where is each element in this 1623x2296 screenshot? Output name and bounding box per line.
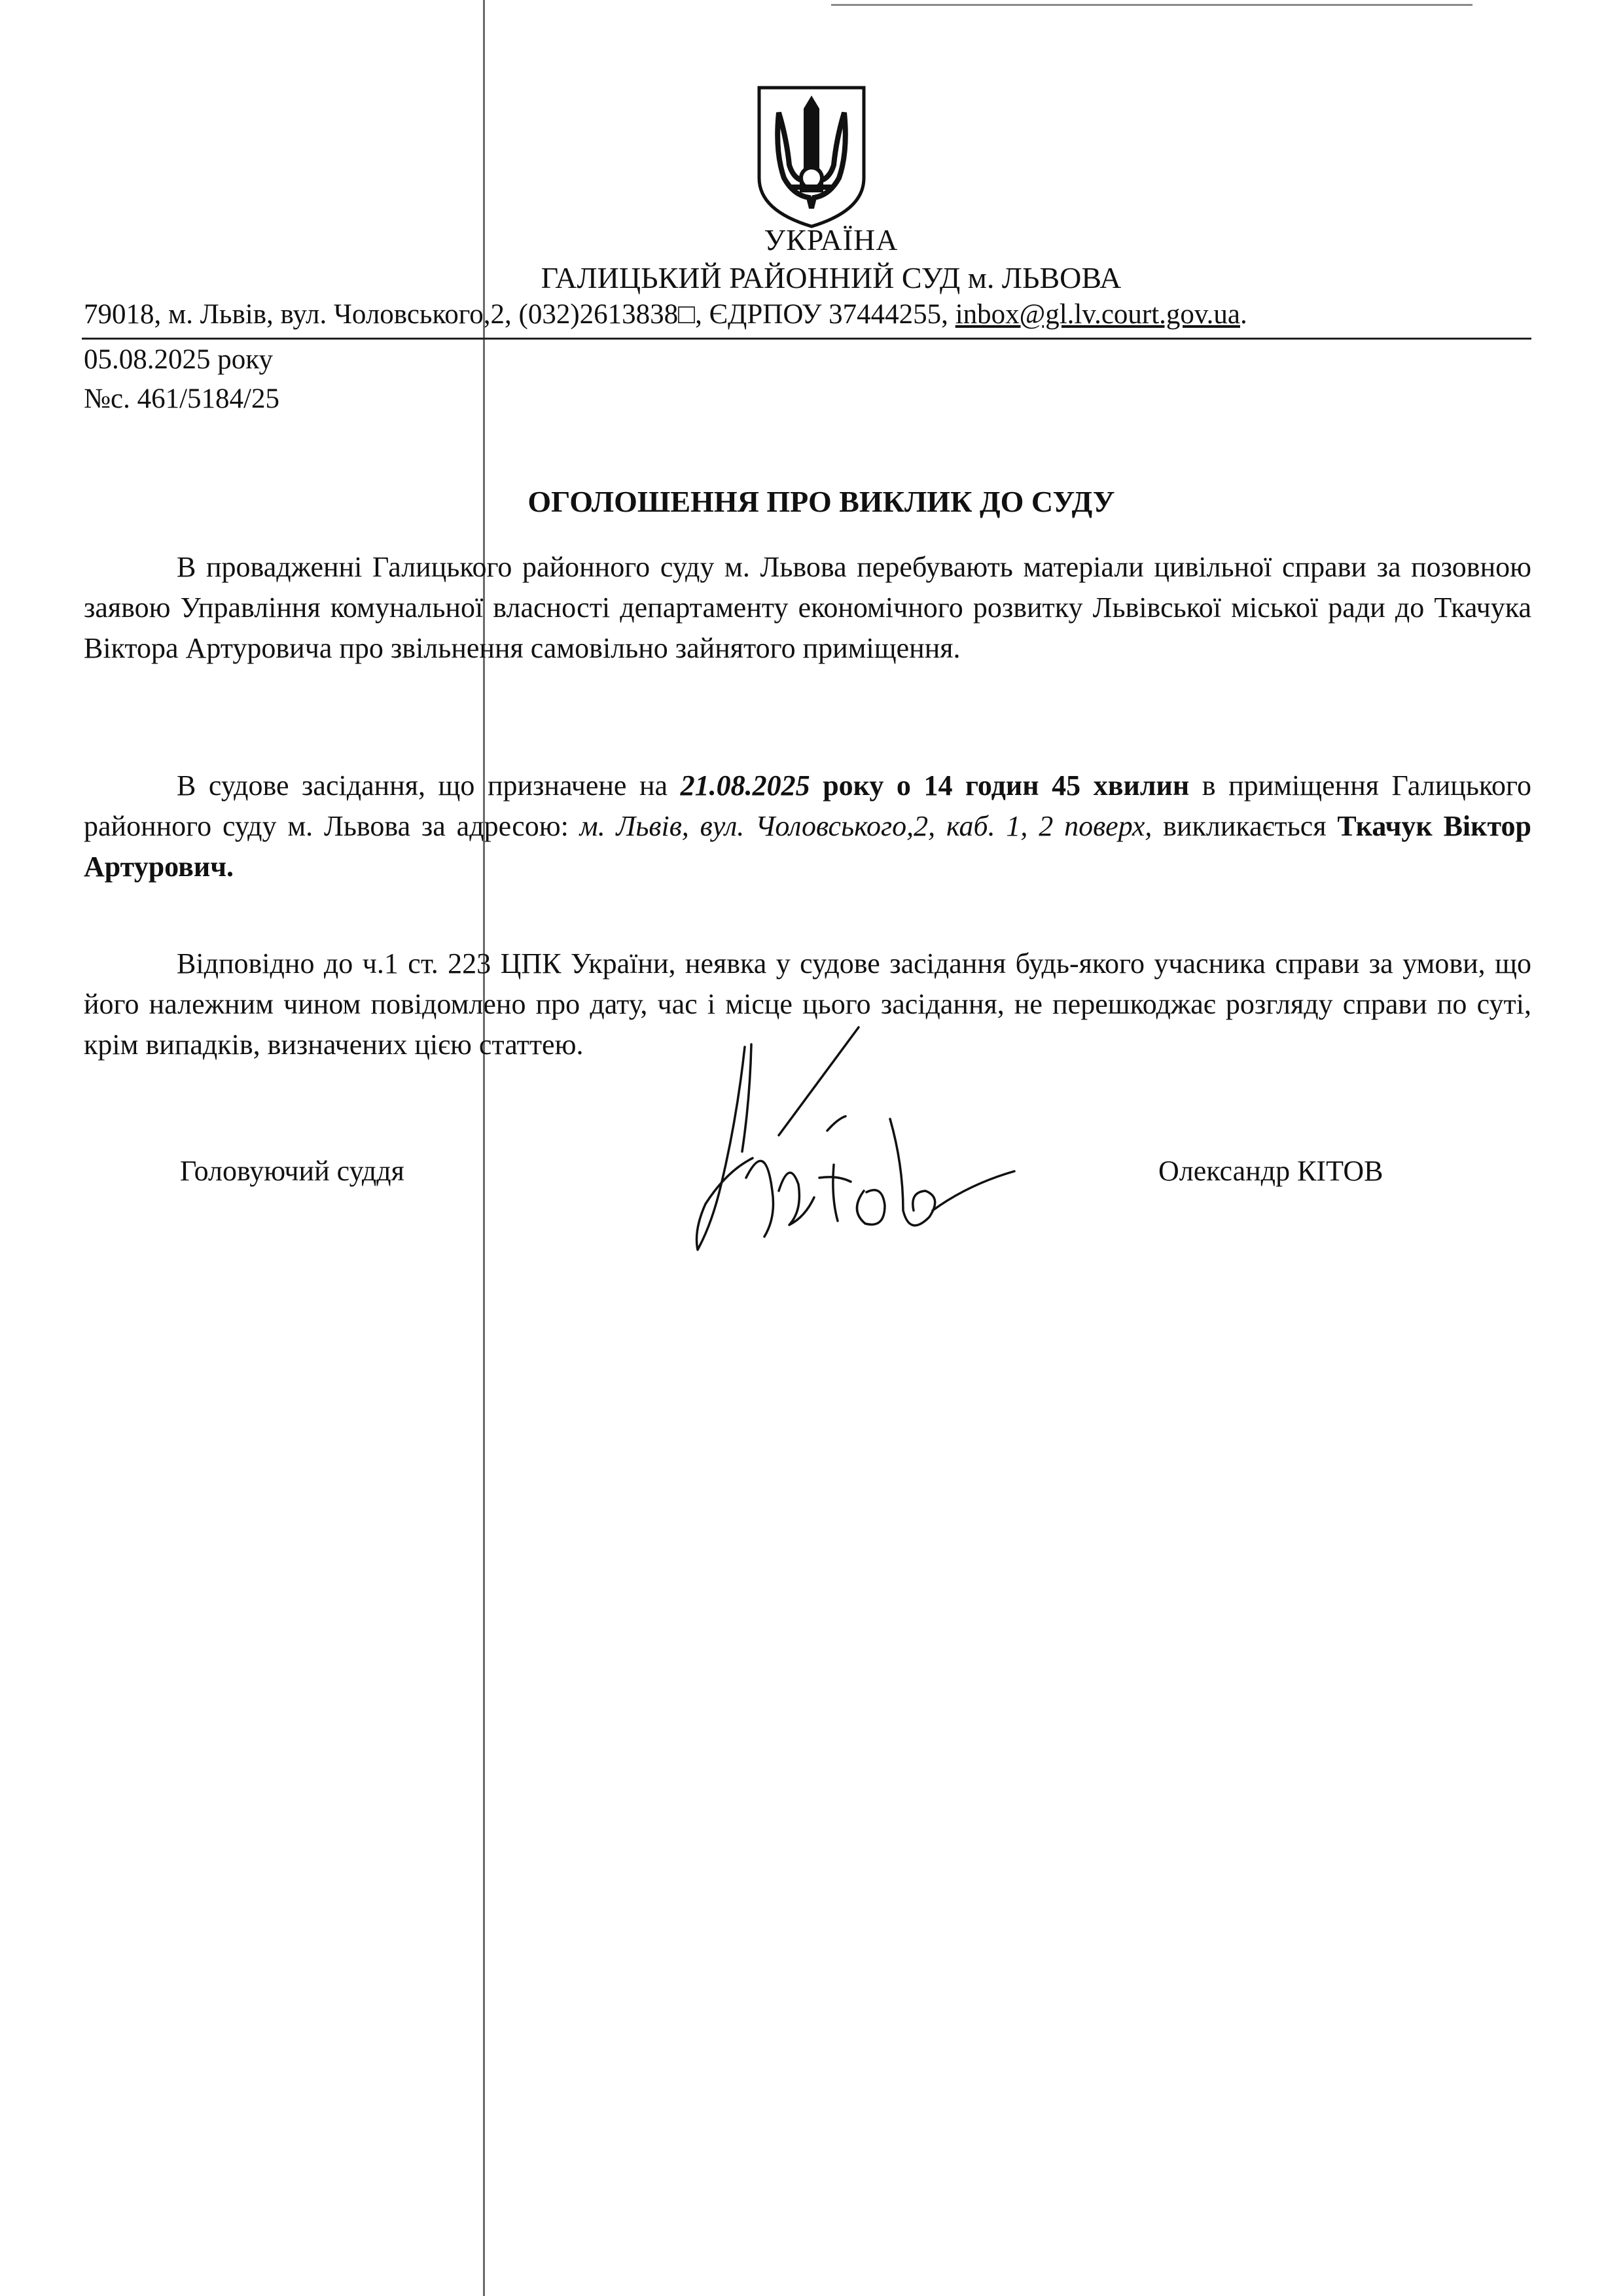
p2-text-3: в приміщення Галицького районного суду м. Львова за адресою: xyxy=(84,769,1531,842)
ukraine-trident-icon xyxy=(753,80,870,229)
judge-title: Головуючий суддя xyxy=(180,1155,404,1187)
scan-artifact-top-line xyxy=(831,4,1472,6)
summoned-person: Ткачук Віктор Артурович. xyxy=(84,810,1531,883)
country-name: УКРАЇНА xyxy=(764,223,899,256)
email-suffix: . xyxy=(1240,299,1247,330)
judge-name: Олександр КІТОВ xyxy=(1158,1155,1383,1187)
email-link[interactable]: inbox@gl.lv.court.gov.ua xyxy=(955,299,1240,330)
paragraph-case-info: В провадженні Галицького районного суду м. Львова перебувають матеріали цивільної справи за позовною заявою Управління комунальної власності департаменту економічного розвитку Львівської міської ради до Ткачука Віктора Артуровича про звільнення самовільно зайнятого приміщення. xyxy=(84,551,1531,664)
p2-text-1: В судове засідання, що призначене на xyxy=(177,769,681,802)
p2-text-4: викликається xyxy=(1152,810,1338,842)
case-number: №с. 461/5184/25 xyxy=(84,383,280,414)
court-address xyxy=(84,298,1247,330)
header-divider xyxy=(82,338,1531,340)
document-title: ОГОЛОШЕННЯ ПРО ВИКЛИК ДО СУДУ xyxy=(527,485,1115,518)
court-name: ГАЛИЦЬКИЙ РАЙОННИЙ СУД м. ЛЬВОВА xyxy=(541,261,1122,294)
paragraph-legal-notice: Відповідно до ч.1 ст. 223 ЦПК України, неявка у судове засідання будь-якого учасника справи за умови, що його належним чином повідомлено про дату, час і місце цього засідання, не перешкоджає розгляду справи по суті, крім випадків, визначених цією статтею. xyxy=(84,947,1531,1061)
document-date: 05.08.2025 року xyxy=(84,344,274,375)
handwritten-signature-icon xyxy=(674,1021,1041,1269)
scan-artifact-vertical-line xyxy=(483,0,485,2296)
paragraph-hearing xyxy=(84,766,1531,887)
hearing-address: м. Львів, вул. Чоловського,2, каб. 1, 2 поверх, xyxy=(579,810,1152,842)
address-text: 79018, м. Львів, вул. Чоловського,2, (032)2613838□, ЄДРПОУ 37444255, xyxy=(84,299,948,330)
hearing-date: 21.08.2025 xyxy=(680,769,810,802)
hearing-time: року о 14 годин 45 хвилин xyxy=(810,769,1190,802)
